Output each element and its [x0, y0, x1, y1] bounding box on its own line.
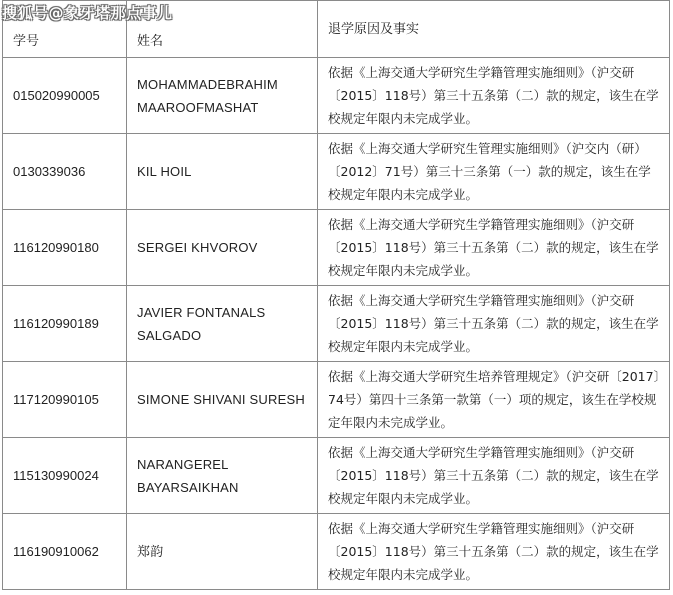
student-id-cell: 117120990105 — [3, 362, 127, 438]
table-row — [3, 210, 670, 286]
student-id-cell: 0130339036 — [3, 134, 127, 210]
table-row — [3, 514, 670, 590]
reason-cell: 依据《上海交通大学研究生管理实施细则》（沪交内（研）〔2012〕71号）第三十三条第（一）款的规定，该生在学校规定年限内未完成学业。 — [318, 134, 670, 210]
reason-cell: 依据《上海交通大学研究生培养管理规定》（沪交研〔2017〕74号）第四十三条第一款第（一）项的规定，该生在学校规定年限内未完成学业。 — [318, 362, 670, 438]
table-row — [3, 438, 670, 514]
student-id-cell: 116120990189 — [3, 286, 127, 362]
reason-cell: 依据《上海交通大学研究生学籍管理实施细则》（沪交研〔2015〕118号）第三十五条第（二）款的规定，该生在学校规定年限内未完成学业。 — [318, 514, 670, 590]
student-name-cell: NARANGEREL BAYARSAIKHAN — [127, 438, 318, 514]
student-name-cell: SERGEI KHVOROV — [127, 210, 318, 286]
header-name: 姓名 — [127, 1, 318, 58]
withdrawal-table — [2, 0, 670, 590]
table-row — [3, 362, 670, 438]
student-id-cell: 115130990024 — [3, 438, 127, 514]
table-row — [3, 286, 670, 362]
student-name-cell: SIMONE SHIVANI SURESH — [127, 362, 318, 438]
reason-cell: 依据《上海交通大学研究生学籍管理实施细则》（沪交研〔2015〕118号）第三十五条第（二）款的规定，该生在学校规定年限内未完成学业。 — [318, 58, 670, 134]
header-student-id: 学号 — [3, 1, 127, 58]
student-name-cell: KIL HOIL — [127, 134, 318, 210]
source-watermark: 搜狐号@象牙塔那点事儿 — [2, 4, 173, 22]
student-name-cell: 郑韵 — [127, 514, 318, 590]
table-body — [3, 58, 670, 590]
student-name-cell: JAVIER FONTANALS SALGADO — [127, 286, 318, 362]
reason-cell: 依据《上海交通大学研究生学籍管理实施细则》（沪交研〔2015〕118号）第三十五条第（二）款的规定，该生在学校规定年限内未完成学业。 — [318, 210, 670, 286]
student-id-cell: 116190910062 — [3, 514, 127, 590]
table-row — [3, 134, 670, 210]
student-name-cell: MOHAMMADEBRAHIM MAAROOFMASHAT — [127, 58, 318, 134]
reason-cell: 依据《上海交通大学研究生学籍管理实施细则》（沪交研〔2015〕118号）第三十五条第（二）款的规定，该生在学校规定年限内未完成学业。 — [318, 438, 670, 514]
student-id-cell: 015020990005 — [3, 58, 127, 134]
reason-cell: 依据《上海交通大学研究生学籍管理实施细则》（沪交研〔2015〕118号）第三十五条第（二）款的规定，该生在学校规定年限内未完成学业。 — [318, 286, 670, 362]
header-reason: 退学原因及事实 — [318, 1, 670, 58]
student-id-cell: 116120990180 — [3, 210, 127, 286]
table-row — [3, 58, 670, 134]
